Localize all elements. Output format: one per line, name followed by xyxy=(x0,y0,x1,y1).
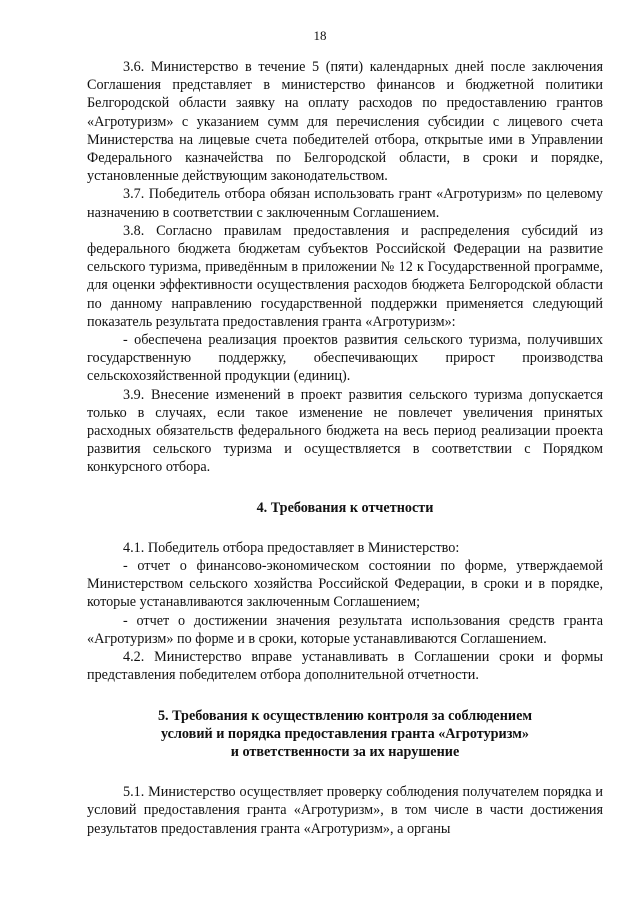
section-heading-5-line-2: условий и порядка предоставления гранта «Агротуризм» xyxy=(161,725,529,742)
section-heading-4: 4. Требования к отчетности xyxy=(256,499,434,516)
spacer xyxy=(87,517,603,539)
spacer xyxy=(87,477,603,499)
paragraph-4-1-report-2: - отчет о достижении значения результата использования средств гранта «Агротуризм» по форме и в сроки, которые устанавливаются Соглашением. xyxy=(87,612,603,647)
paragraph-5-1: 5.1. Министерство осуществляет проверку соблюдения получателем порядка и условий предоставления гранта «Агротуризм», в том числе в части достижения результатов предоставления гранта «Агротуризм», а органы xyxy=(87,784,603,837)
page-number: 18 xyxy=(313,28,327,43)
paragraph-3-8: 3.8. Согласно правилам предоставления и распределения субсидий из федерального бюджета бюджетам субъектов Российской Федерации на развитие сельского туризма, приведённым в приложении № 12 к Государственной программе, для оценки эффективности осуществления расходов бюджета Белгородской области по данному направлению государственной поддержки применяется следующий показатель результата предоставления гранта «Агротуризм»: xyxy=(87,222,603,330)
paragraph-3-8-indicator: - обеспечена реализация проектов развития сельского туризма, получивших государственную поддержку, обеспечивающих прирост производства сельскохозяйственной продукции (единиц). xyxy=(87,332,603,385)
paragraph-3-7: 3.7. Победитель отбора обязан использовать грант «Агротуризм» по целевому назначению в соответствии с заключенным Соглашением. xyxy=(87,186,603,221)
spacer xyxy=(87,761,603,783)
section-heading-5-line-1: 5. Требования к осуществлению контроля за соблюдением xyxy=(157,707,533,724)
document-body xyxy=(87,58,603,838)
spacer xyxy=(87,685,603,707)
section-heading-5-line-3: и ответственности за их нарушение xyxy=(230,743,460,760)
paragraph-4-1-report-1: - отчет о финансово-экономическом состоянии по форме, утверждаемой Министерством сельского хозяйства Российской Федерации, в сроки и в порядке, которые устанавливаются заключенным Соглашением; xyxy=(87,558,603,611)
paragraph-4-1: 4.1. Победитель отбора предоставляет в Министерство: xyxy=(123,539,460,556)
paragraph-3-9: 3.9. Внесение изменений в проект развития сельского туризма допускается только в случаях, если такое изменение не повлечет увеличения принятых расходных обязательств федерального бюджета на весь период реализации проекта развития сельского туризма и осуществляется в соответствии с Порядком конкурсного отбора. xyxy=(87,386,603,476)
paragraph-3-6: 3.6. Министерство в течение 5 (пяти) календарных дней после заключения Соглашения представляет в министерство финансов и бюджетной политики Белгородской области заявку на оплату расходов по предоставлению грантов «Агротуризм» с указанием сумм для перечисления субсидии с лицевого счета Министерства на лицевые счета победителей отбора, открытые ими в Управлении Федерального казначейства по Белгородской области, в сроки и порядке, установленные действующим законодательством. xyxy=(87,59,603,185)
paragraph-4-2: 4.2. Министерство вправе устанавливать в Соглашении сроки и формы представления победителем отбора дополнительной отчетности. xyxy=(87,649,603,684)
